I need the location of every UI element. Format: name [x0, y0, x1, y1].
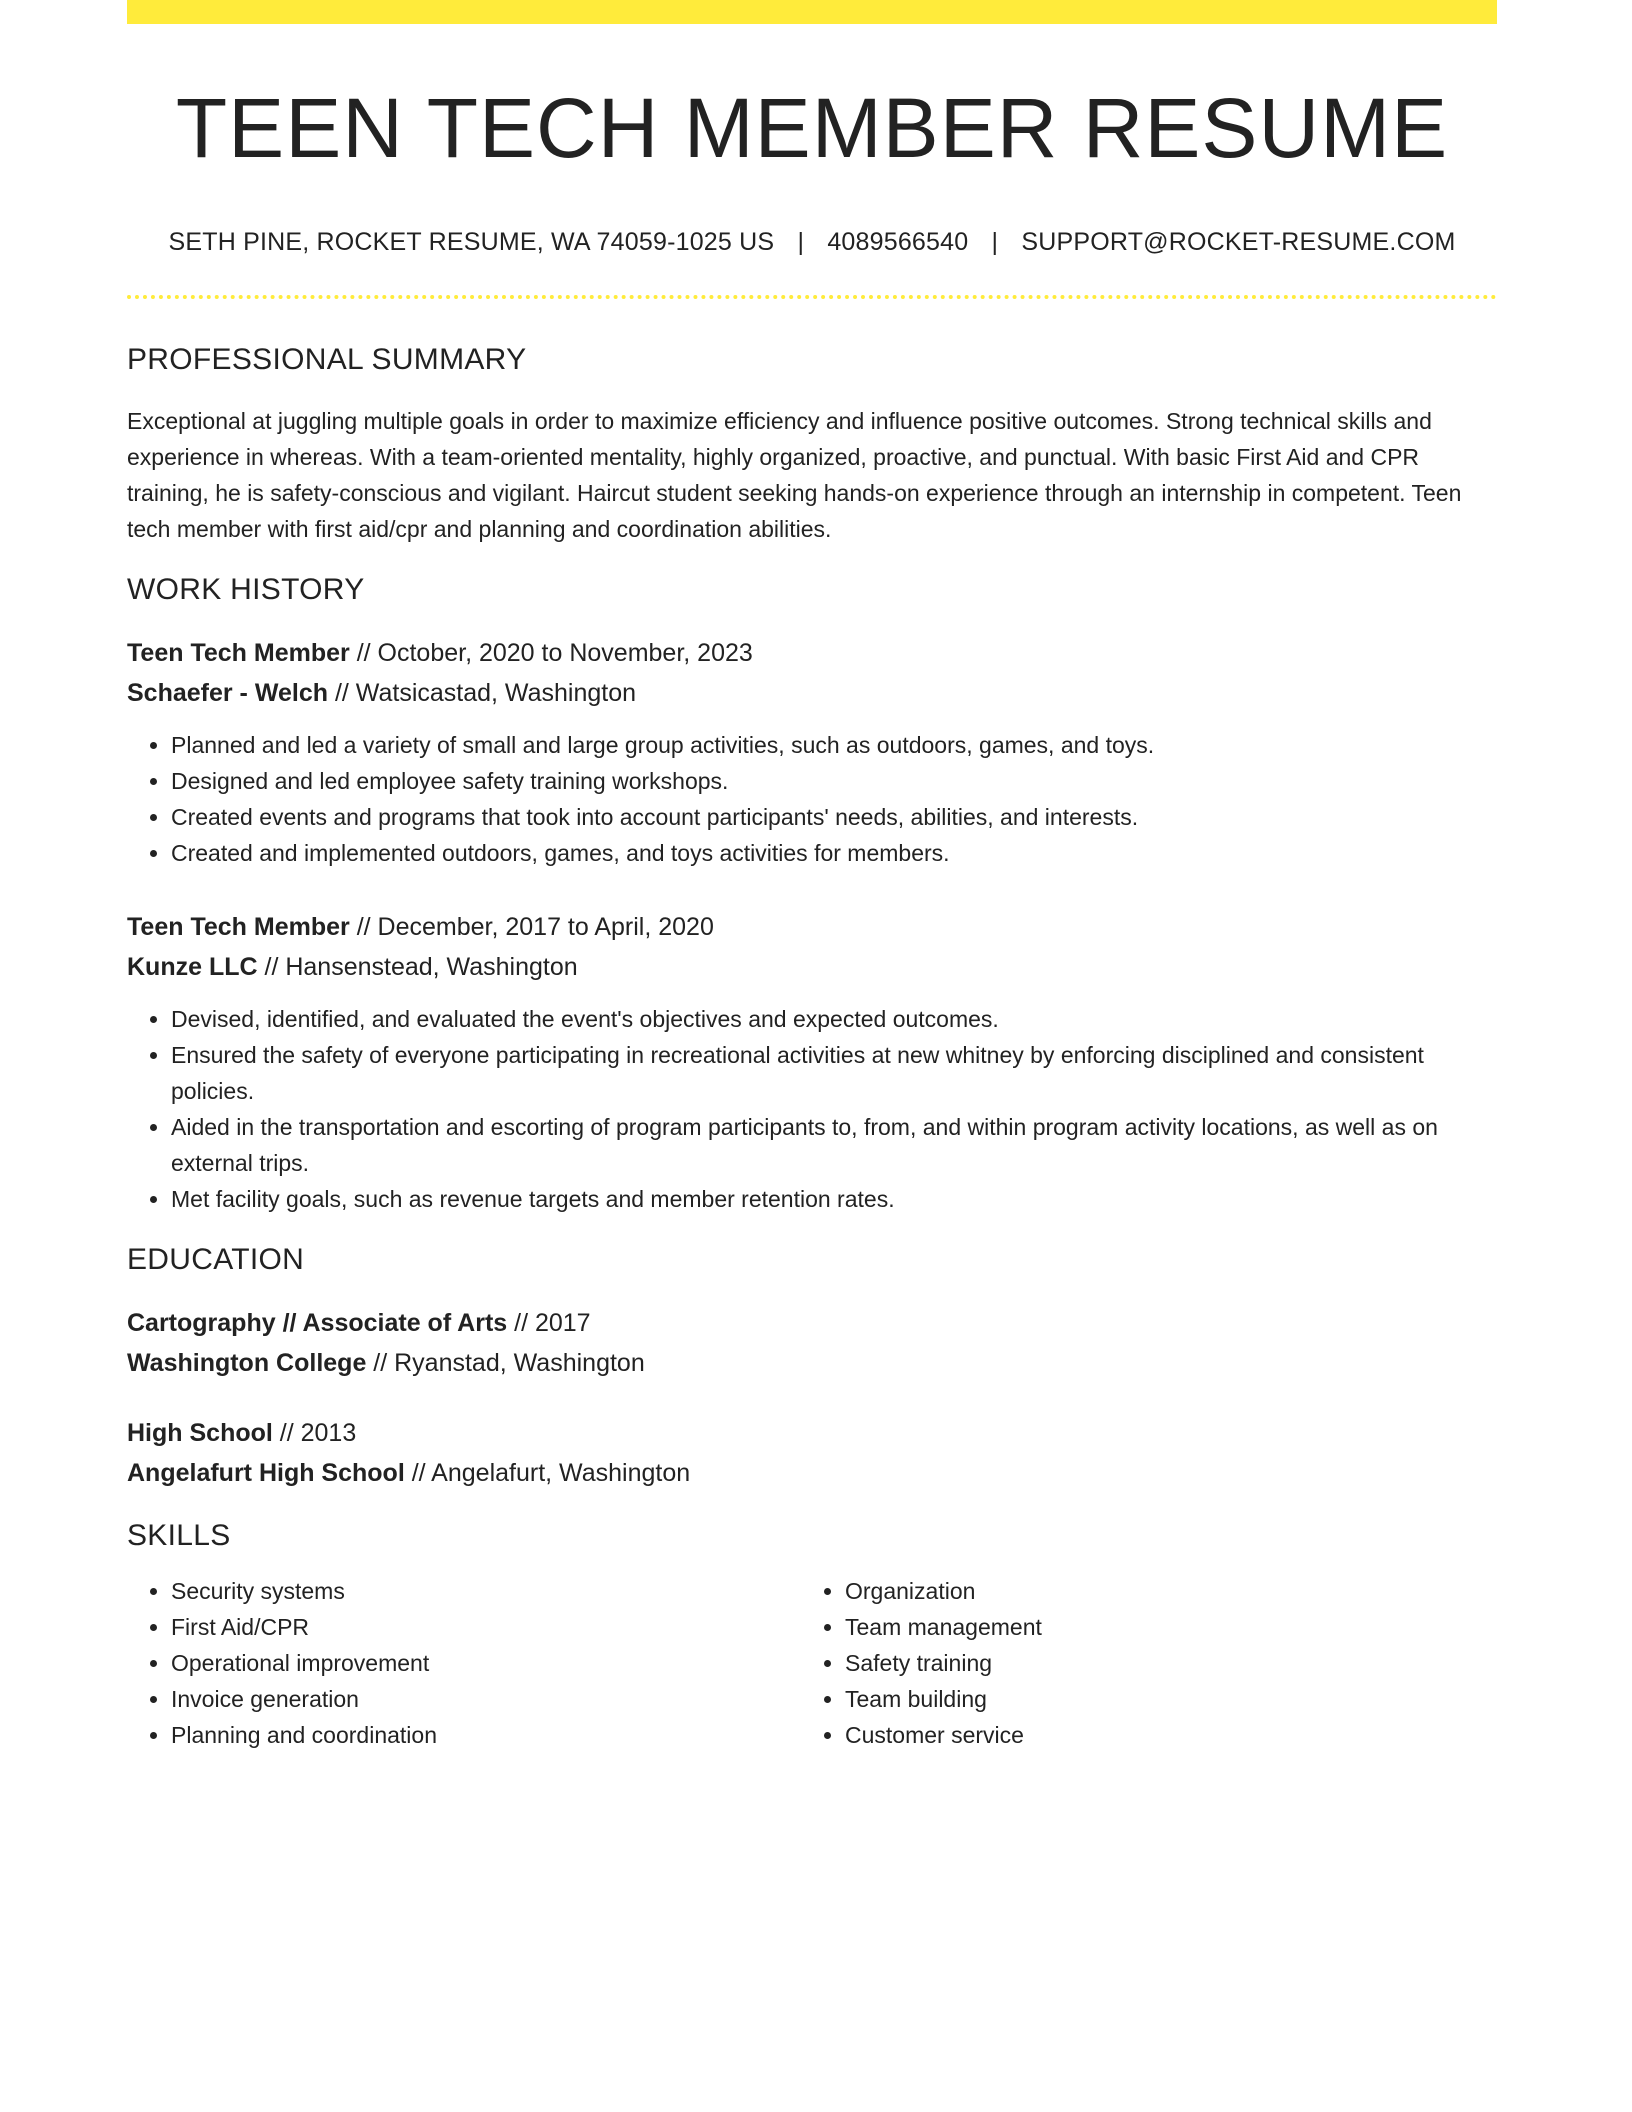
- education-year: // 2017: [507, 1309, 591, 1338]
- job-title-line: [127, 633, 1497, 673]
- list-item: • Ensured the safety of everyone participating in recreational activities at new whitney by enforcing disciplined and consistent policies.: [171, 1037, 1497, 1109]
- list-item: • First Aid/CPR: [171, 1609, 801, 1645]
- job-entry: [127, 633, 1497, 871]
- list-item: • Created and implemented outdoors, games, and toys activities for members.: [171, 835, 1497, 871]
- education-degree-line: [127, 1303, 1497, 1343]
- education-school: Washington College: [127, 1349, 367, 1378]
- list-item: • Invoice generation: [171, 1681, 801, 1717]
- list-item: • Created events and programs that took into account participants' needs, abilities, and interests.: [171, 799, 1497, 835]
- list-item: • Planning and coordination: [171, 1717, 801, 1753]
- resume-page: [127, 0, 1497, 1753]
- list-item: • Safety training: [845, 1645, 1475, 1681]
- contact-separator: |: [797, 228, 805, 257]
- education-school-line: [127, 1453, 1497, 1493]
- page-title: TEEN TECH MEMBER RESUME: [175, 81, 1449, 175]
- list-item: • Devised, identified, and evaluated the event's objectives and expected outcomes.: [171, 1001, 1497, 1037]
- education-entry: [127, 1303, 1497, 1383]
- job-dates: // October, 2020 to November, 2023: [349, 639, 753, 668]
- header-divider: [127, 295, 1497, 299]
- education-entry: [127, 1413, 1497, 1493]
- job-title-line: [127, 907, 1497, 947]
- education-year: // 2013: [272, 1419, 357, 1448]
- list-item: • Security systems: [171, 1573, 801, 1609]
- education-school-line: [127, 1343, 1497, 1383]
- education-school: Angelafurt High School: [127, 1459, 405, 1488]
- skills-list-left: [127, 1573, 801, 1753]
- skills-heading: SKILLS: [127, 1519, 231, 1553]
- skills-columns: [127, 1573, 1497, 1753]
- job-bullets: [127, 727, 1497, 871]
- summary-heading: PROFESSIONAL SUMMARY: [127, 343, 527, 377]
- summary-text: Exceptional at juggling multiple goals in order to maximize efficiency and influence positive outcomes. Strong technical skills and experience in whereas. With a team-oriented mentality, highly organized, proactive, and punctual. With basic First Aid and CPR training, he is safety-conscious and vigilant. Haircut student seeking hands-on experience through an internship in competent. Teen tech member with first aid/cpr and planning and coordination abilities.: [127, 408, 1462, 543]
- contact-line: [127, 228, 1497, 257]
- education-degree: High School: [127, 1419, 273, 1448]
- contact-address: SETH PINE, ROCKET RESUME, WA 74059-1025 US: [168, 228, 775, 257]
- job-bullets: [127, 1001, 1497, 1217]
- job-company: Kunze LLC: [127, 953, 258, 982]
- education-degree-line: [127, 1413, 1497, 1453]
- job-company: Schaefer - Welch: [127, 679, 329, 708]
- job-dates: // December, 2017 to April, 2020: [349, 913, 714, 942]
- contact-separator: |: [991, 228, 999, 257]
- list-item: • Operational improvement: [171, 1645, 801, 1681]
- skills-list-right: [801, 1573, 1475, 1753]
- job-location: // Watsicastad, Washington: [328, 679, 637, 708]
- list-item: • Customer service: [845, 1717, 1475, 1753]
- list-item: • Team management: [845, 1609, 1475, 1645]
- job-title: Teen Tech Member: [127, 639, 350, 668]
- contact-phone: 4089566540: [827, 228, 969, 257]
- job-company-line: [127, 947, 1497, 987]
- contact-email: SUPPORT@ROCKET-RESUME.COM: [1021, 228, 1456, 257]
- education-heading: EDUCATION: [127, 1243, 305, 1277]
- job-location: // Hansenstead, Washington: [257, 953, 578, 982]
- list-item: • Aided in the transportation and escorting of program participants to, from, and within program activity locations, as well as on external trips.: [171, 1109, 1497, 1181]
- accent-bar: [127, 0, 1497, 24]
- job-company-line: [127, 673, 1497, 713]
- work-history-heading: WORK HISTORY: [127, 573, 365, 607]
- job-entry: [127, 907, 1497, 1217]
- education-degree: Cartography // Associate of Arts: [127, 1309, 508, 1338]
- education-location: // Ryanstad, Washington: [366, 1349, 645, 1378]
- list-item: • Organization: [845, 1573, 1475, 1609]
- list-item: • Team building: [845, 1681, 1475, 1717]
- education-location: // Angelafurt, Washington: [404, 1459, 691, 1488]
- list-item: • Planned and led a variety of small and large group activities, such as outdoors, games, and toys.: [171, 727, 1497, 763]
- list-item: • Designed and led employee safety training workshops.: [171, 763, 1497, 799]
- job-title: Teen Tech Member: [127, 913, 350, 942]
- list-item: • Met facility goals, such as revenue targets and member retention rates.: [171, 1181, 1497, 1217]
